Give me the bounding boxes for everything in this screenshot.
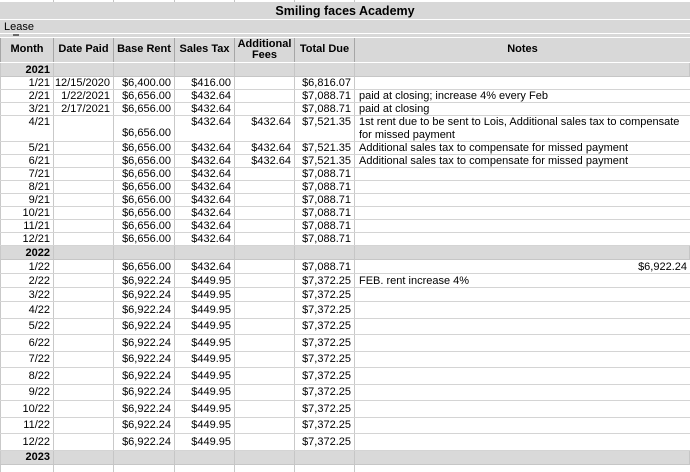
cell-date_paid[interactable] [54,274,114,287]
cell-empty[interactable] [235,465,295,472]
cell-notes[interactable] [355,385,690,401]
cell-notes[interactable]: Additional sales tax to compensate for missed payment [359,142,629,154]
cell-base_rent[interactable]: $6,922.24 [114,274,175,287]
cell-notes[interactable] [355,207,690,219]
cell-date_paid[interactable]: 2/17/2021 [54,103,114,115]
table-row [0,418,690,435]
cell-base_rent[interactable]: $6,922.24 [114,302,175,318]
cell-additional_fees[interactable] [235,260,295,273]
cell-base_rent[interactable]: $6,656.00 [114,116,175,141]
cell-date_paid[interactable] [54,302,114,318]
column-header-date_paid[interactable]: Date Paid [54,38,114,62]
column-header-sales_tax[interactable]: Sales Tax [175,38,235,62]
cell-total_due[interactable]: $7,088.71 [295,103,355,115]
cell-total_due[interactable]: $7,372.25 [295,434,355,450]
cell-notes[interactable] [355,335,690,351]
cell-year[interactable]: 2021 [0,63,54,76]
cell-year[interactable]: 2022 [0,246,54,259]
column-header-month[interactable]: Month [0,38,54,62]
cell-notes[interactable] [355,194,690,206]
cell-empty[interactable] [175,246,235,259]
cell-additional_fees[interactable] [235,335,295,351]
cell-base_rent[interactable]: $6,656.00 [114,90,175,102]
cell-empty[interactable] [114,63,175,76]
cell-base_rent[interactable]: $6,656.00 [114,142,175,154]
cell-empty[interactable] [235,63,295,76]
cell-month[interactable]: 5/21 [0,142,54,154]
table-row [0,335,690,352]
cell-base_rent[interactable]: $6,656.00 [114,207,175,219]
cell-date_paid[interactable] [54,168,114,180]
column-header-notes[interactable]: Notes [507,43,538,56]
cell-month[interactable]: 3/22 [0,288,54,301]
cell-sales_tax[interactable]: $432.64 [175,90,235,102]
cell-month[interactable]: 2/21 [0,90,54,102]
cell-notes[interactable]: 1st rent due to be sent to Lois, Additional sales tax to compensate for missed payment [359,116,680,141]
cell-base_rent[interactable]: $6,922.24 [114,335,175,351]
table-row [0,368,690,385]
cell-additional_fees[interactable] [235,302,295,318]
cell-notes[interactable] [355,168,690,180]
cell-month[interactable]: 12/22 [0,434,54,450]
cell-total_due[interactable]: $7,088.71 [295,90,355,102]
cell-notes[interactable]: $6,922.24 [638,260,687,273]
cell-base_rent[interactable]: $6,656.00 [114,155,175,167]
cell-base_rent[interactable]: $6,656.00 [114,260,175,273]
clipped-row-below [0,465,690,472]
cell-base_rent[interactable]: $6,656.00 [114,194,175,206]
table-row [0,401,690,418]
cell-month[interactable]: 10/22 [0,401,54,417]
cell-sales_tax[interactable]: $449.95 [175,319,235,335]
cell-empty[interactable] [235,451,295,464]
cell-sales_tax[interactable]: $432.64 [175,260,235,273]
cell-total_due[interactable]: $7,372.25 [295,274,355,287]
cell-date_paid[interactable] [54,319,114,335]
cell-month[interactable]: 7/22 [0,352,54,368]
cell-sales_tax[interactable]: $449.95 [175,401,235,417]
cell-empty[interactable] [54,63,114,76]
cell-date_paid[interactable] [54,434,114,450]
cell-base_rent[interactable]: $6,922.24 [114,418,175,434]
cell-date_paid[interactable] [54,418,114,434]
cell-month[interactable]: 4/21 [0,116,54,141]
cell-notes[interactable] [355,233,690,245]
cell-sales_tax[interactable]: $432.64 [175,207,235,219]
cell-additional_fees[interactable] [235,207,295,219]
cell-total_due[interactable]: $7,088.71 [295,260,355,273]
cell-empty[interactable] [175,451,235,464]
cell-total_due[interactable]: $7,088.71 [295,233,355,245]
cell-empty[interactable] [175,63,235,76]
cell-sales_tax[interactable]: $432.64 [175,155,235,167]
cell-base_rent[interactable]: $6,656.00 [114,233,175,245]
cell-additional_fees[interactable] [235,401,295,417]
cell-total_due[interactable]: $7,372.25 [295,288,355,301]
table-row [0,434,690,451]
cell-additional_fees[interactable]: $432.64 [235,116,295,141]
cell-empty[interactable] [0,465,54,472]
cell-date_paid[interactable] [54,233,114,245]
cell-empty[interactable] [114,451,175,464]
table-row [0,352,690,369]
cell-total_due[interactable]: $6,816.07 [295,77,355,89]
table-row [0,274,690,288]
cell-date_paid[interactable]: 12/15/2020 [54,77,114,89]
cell-month[interactable]: 9/22 [0,385,54,401]
cell-empty[interactable] [295,63,355,76]
table-row [0,233,690,246]
column-header-additional_fees[interactable]: Additional Fees [235,38,295,62]
table-row [0,207,690,220]
lease-label-cell[interactable] [0,20,690,34]
clipped-row-above [0,0,690,2]
cell-date_paid[interactable] [54,352,114,368]
cell-notes[interactable] [355,181,690,193]
lease-label: Lease [4,20,34,33]
cell-additional_fees[interactable]: $432.64 [235,155,295,167]
table-row [0,116,690,142]
cell-additional_fees[interactable] [235,352,295,368]
cell-sales_tax[interactable]: $449.95 [175,352,235,368]
cell-date_paid[interactable] [54,220,114,232]
cell-notes[interactable] [355,319,690,335]
cell-notes[interactable] [355,77,690,89]
cell-total_due[interactable]: $7,372.25 [295,335,355,351]
cell-month[interactable]: 6/21 [0,155,54,167]
cell-total_due[interactable]: $7,088.71 [295,207,355,219]
cell-month[interactable]: 11/22 [0,418,54,434]
cell-additional_fees[interactable] [235,220,295,232]
cell-notes[interactable] [355,368,690,384]
cell-month[interactable]: 5/22 [0,319,54,335]
cell-base_rent[interactable]: $6,922.24 [114,352,175,368]
year-section-row-2023 [0,451,690,465]
cell-total_due[interactable]: $7,372.25 [295,302,355,318]
cell-date_paid[interactable] [54,207,114,219]
table-row [0,77,690,90]
cell-sales_tax[interactable]: $449.95 [175,288,235,301]
cell-total_due[interactable]: $7,521.35 [295,116,355,141]
cell-month[interactable]: 7/21 [0,168,54,180]
cell-total_due[interactable]: $7,521.35 [295,142,355,154]
cell-base_rent[interactable]: $6,656.00 [114,168,175,180]
cell-notes[interactable] [355,401,690,417]
cell-empty[interactable] [295,246,355,259]
cell-total_due[interactable]: $7,372.25 [295,385,355,401]
cell-base_rent[interactable]: $6,922.24 [114,434,175,450]
cell-empty[interactable] [295,451,355,464]
table-row [0,168,690,181]
cell-base_rent[interactable]: $6,400.00 [114,77,175,89]
cell-additional_fees[interactable] [235,90,295,102]
cell-empty[interactable] [54,465,114,472]
cell-empty[interactable] [114,246,175,259]
cell-notes[interactable] [355,302,690,318]
cell-sales_tax[interactable]: $416.00 [175,77,235,89]
cell-total_due[interactable]: $7,372.25 [295,368,355,384]
cell-date_paid[interactable] [54,335,114,351]
grid-body [0,63,690,472]
cell-base_rent[interactable]: $6,922.24 [114,368,175,384]
cell-empty[interactable] [355,451,690,464]
cell-sales_tax[interactable]: $449.95 [175,368,235,384]
cell-sales_tax[interactable]: $432.64 [175,116,235,141]
cell-month[interactable]: 1/22 [0,260,54,273]
cell-empty[interactable] [295,465,355,472]
cell-month[interactable]: 9/21 [0,194,54,206]
cell-notes[interactable]: paid at closing [359,103,430,115]
cell-additional_fees[interactable] [235,288,295,301]
cell-month[interactable]: 4/22 [0,302,54,318]
table-row [0,142,690,155]
cell-month[interactable]: 1/21 [0,77,54,89]
sheet-title-cell[interactable] [0,2,690,20]
cell-sales_tax[interactable]: $432.64 [175,168,235,180]
cell-date_paid[interactable] [54,368,114,384]
cell-empty[interactable] [54,451,114,464]
year-section-row-2021 [0,63,690,77]
cell-total_due[interactable]: $7,372.25 [295,352,355,368]
cell-notes[interactable]: FEB. rent increase 4% [359,274,470,287]
cell-base_rent[interactable]: $6,656.00 [114,103,175,115]
cell-empty[interactable] [355,246,690,259]
column-header-row [0,38,690,63]
cell-total_due[interactable]: $7,372.25 [295,401,355,417]
cell-empty[interactable] [235,246,295,259]
cell-additional_fees[interactable] [235,385,295,401]
cell-date_paid[interactable] [54,155,114,167]
cell-total_due[interactable]: $7,372.25 [295,418,355,434]
cell-month[interactable]: 6/22 [0,335,54,351]
cell-sales_tax[interactable]: $449.95 [175,418,235,434]
cell-total_due[interactable]: $7,088.71 [295,194,355,206]
cell-additional_fees[interactable] [235,103,295,115]
cell-additional_fees[interactable] [235,418,295,434]
cell-date_paid[interactable] [54,194,114,206]
cell-additional_fees[interactable] [235,274,295,287]
cell-sales_tax[interactable]: $449.95 [175,302,235,318]
table-row [0,194,690,207]
table-row [0,385,690,402]
cell-month[interactable]: 3/21 [0,103,54,115]
cell-notes[interactable] [355,220,690,232]
table-row [0,155,690,168]
table-row [0,90,690,103]
clipped-text-artifact [13,34,19,36]
cell-additional_fees[interactable] [235,319,295,335]
cell-sales_tax[interactable]: $432.64 [175,220,235,232]
cell-month[interactable]: 2/22 [0,274,54,287]
cell-additional_fees[interactable] [235,194,295,206]
cell-sales_tax[interactable]: $432.64 [175,142,235,154]
cell-base_rent[interactable]: $6,656.00 [114,181,175,193]
cell-total_due[interactable]: $7,088.71 [295,220,355,232]
cell-sales_tax[interactable]: $432.64 [175,181,235,193]
table-row [0,288,690,302]
cell-month[interactable]: 8/22 [0,368,54,384]
cell-date_paid[interactable] [54,142,114,154]
cell-base_rent[interactable]: $6,922.24 [114,288,175,301]
cell-additional_fees[interactable] [235,168,295,180]
cell-sales_tax[interactable]: $449.95 [175,335,235,351]
cell-year[interactable]: 2023 [0,451,54,464]
cell-total_due[interactable]: $7,088.71 [295,181,355,193]
column-header-base_rent[interactable]: Base Rent [114,38,175,62]
cell-additional_fees[interactable]: $432.64 [235,142,295,154]
cell-sales_tax[interactable]: $449.95 [175,274,235,287]
cell-empty[interactable] [355,465,690,472]
cell-date_paid[interactable] [54,288,114,301]
table-row [0,302,690,319]
cell-month[interactable]: 8/21 [0,181,54,193]
table-row [0,260,690,274]
cell-date_paid[interactable]: 1/22/2021 [54,90,114,102]
cell-empty[interactable] [114,465,175,472]
cell-sales_tax[interactable]: $432.64 [175,194,235,206]
cell-base_rent[interactable]: $6,922.24 [114,401,175,417]
cell-month[interactable]: 10/21 [0,207,54,219]
cell-additional_fees[interactable] [235,181,295,193]
table-row [0,181,690,194]
cell-total_due[interactable]: $7,372.25 [295,319,355,335]
cell-notes[interactable] [355,352,690,368]
collapsed-row [0,34,690,38]
cell-total_due[interactable]: $7,521.35 [295,155,355,167]
cell-sales_tax[interactable]: $432.64 [175,233,235,245]
table-row [0,220,690,233]
cell-additional_fees[interactable] [235,77,295,89]
cell-sales_tax[interactable]: $432.64 [175,103,235,115]
column-header-total_due[interactable]: Total Due [295,38,355,62]
cell-date_paid[interactable] [54,116,114,141]
cell-notes[interactable] [355,418,690,434]
table-row [0,319,690,336]
cell-date_paid[interactable] [54,181,114,193]
cell-sales_tax[interactable]: $449.95 [175,385,235,401]
cell-date_paid[interactable] [54,401,114,417]
cell-empty[interactable] [175,465,235,472]
cell-month[interactable]: 12/21 [0,233,54,245]
cell-empty[interactable] [355,63,690,76]
cell-notes[interactable]: paid at closing; increase 4% every Feb [359,90,548,102]
cell-notes[interactable] [355,288,690,301]
cell-sales_tax[interactable]: $449.95 [175,434,235,450]
cell-notes[interactable]: Additional sales tax to compensate for missed payment [359,155,629,167]
cell-additional_fees[interactable] [235,368,295,384]
sheet-title: Smiling faces Academy [275,3,415,18]
cell-base_rent[interactable]: $6,922.24 [114,319,175,335]
cell-base_rent[interactable]: $6,922.24 [114,385,175,401]
year-section-row-2022 [0,246,690,260]
cell-date_paid[interactable] [54,260,114,273]
cell-additional_fees[interactable] [235,233,295,245]
cell-notes[interactable] [355,434,690,450]
cell-empty[interactable] [54,246,114,259]
cell-date_paid[interactable] [54,385,114,401]
cell-base_rent[interactable]: $6,656.00 [114,220,175,232]
cell-additional_fees[interactable] [235,434,295,450]
table-row [0,103,690,116]
cell-total_due[interactable]: $7,088.71 [295,168,355,180]
cell-month[interactable]: 11/21 [0,220,54,232]
